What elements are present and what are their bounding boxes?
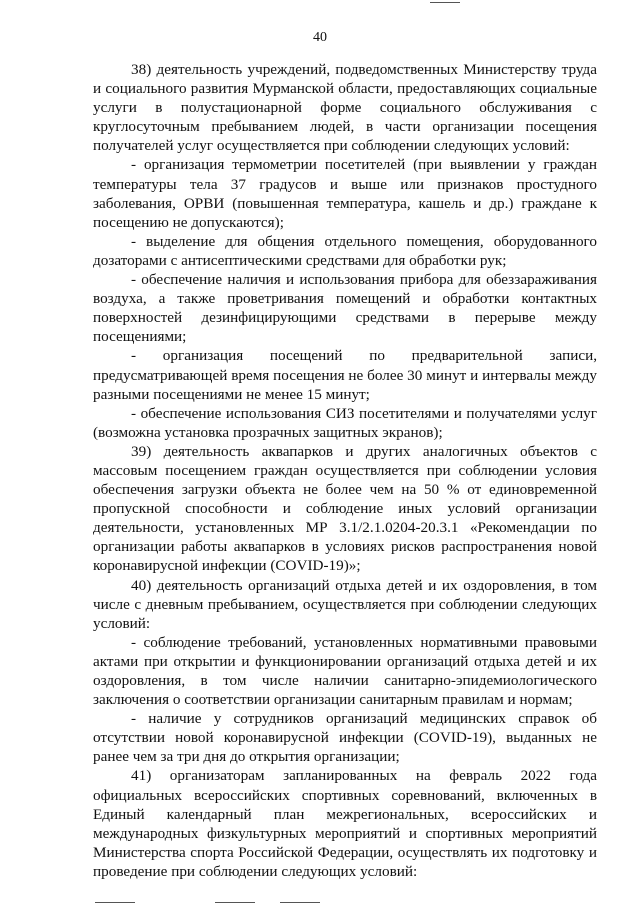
document-body (93, 60, 597, 881)
paragraph-38-item-room: - выделение для общения отдельного помещения, оборудованного дозаторами с антисептическими средствами для обработки рук; (93, 232, 597, 269)
paragraph-39: 39) деятельность аквапарков и других аналогичных объектов с массовым посещением граждан осуществляется при соблюдении условия обеспечения загрузки объекта не более чем на 50 % от единовременной пропускной способности и соблюдение иных условий организации деятельности, установленных МР 3.1/2.1.0204-20.3.1 «Рекомендации по организации работы аквапарков в условиях рисков распространения новой коронавирусной инфекции (COVID-19)»; (93, 442, 597, 575)
bottom-edge-mark-2 (215, 902, 255, 903)
bottom-edge-mark-1 (95, 902, 135, 903)
bottom-edge-mark-3 (280, 902, 320, 903)
paragraph-38-item-ppe: - обеспечение использования СИЗ посетителями и получателями услуг (возможна установка прозрачных защитных экранов); (93, 404, 597, 441)
paragraph-38: 38) деятельность учреждений, подведомственных Министерству труда и социального развития Мурманской области, предоставляющих социальные услуги в полустационарной форме социального обслуживания с круглосуточным пребыванием людей, в части организации посещения получателей услуг осуществляется при соблюдении следующих условий: (93, 61, 597, 155)
paragraph-38-item-thermometry: - организация термометрии посетителей (при выявлении у граждан температуры тела 37 градусов и выше или признаков простудного заболевания, ОРВИ (повышенная температура, кашель и др.) граждане к посещению не допускаются); (93, 156, 597, 231)
page-number: 40 (313, 30, 327, 45)
top-edge-mark (430, 2, 460, 3)
paragraph-38-item-air: - обеспечение наличия и использования прибора для обеззараживания воздуха, а также проветривания помещений и обработки контактных поверхностей дезинфицирующими средствами в перерыве между посещениями; (93, 271, 597, 346)
paragraph-38-item-appointment: - организация посещений по предварительной записи, предусматривающей время посещения не более 30 минут и интервалы между разными посещениями не менее 15 минут; (93, 347, 597, 403)
paragraph-41: 41) организаторам запланированных на февраль 2022 года официальных всероссийских спортивных соревнований, включенных в Единый календарный план межрегиональных, всероссийских и международных физкультурных мероприятий и спортивных мероприятий Министерства спорта Российской Федерации, осуществлять их подготовку и проведение при соблюдении следующих условий: (93, 767, 597, 880)
paragraph-40-item-requirements: - соблюдение требований, установленных нормативными правовыми актами при открытии и функционировании организаций отдыха детей и их оздоровления, в том числе наличии санитарно-эпидемиологического заключения о соответствии организации санитарным правилам и нормам; (93, 633, 597, 709)
paragraph-40: 40) деятельность организаций отдыха детей и их оздоровления, в том числе с дневным пребыванием, осуществляется при соблюдении следующих условий: (93, 576, 597, 632)
paragraph-40-item-certificates: - наличие у сотрудников организаций медицинских справок об отсутствии новой коронавирусной инфекции (COVID-19), выданных не ранее чем за три дня до открытия организации; (93, 710, 597, 766)
